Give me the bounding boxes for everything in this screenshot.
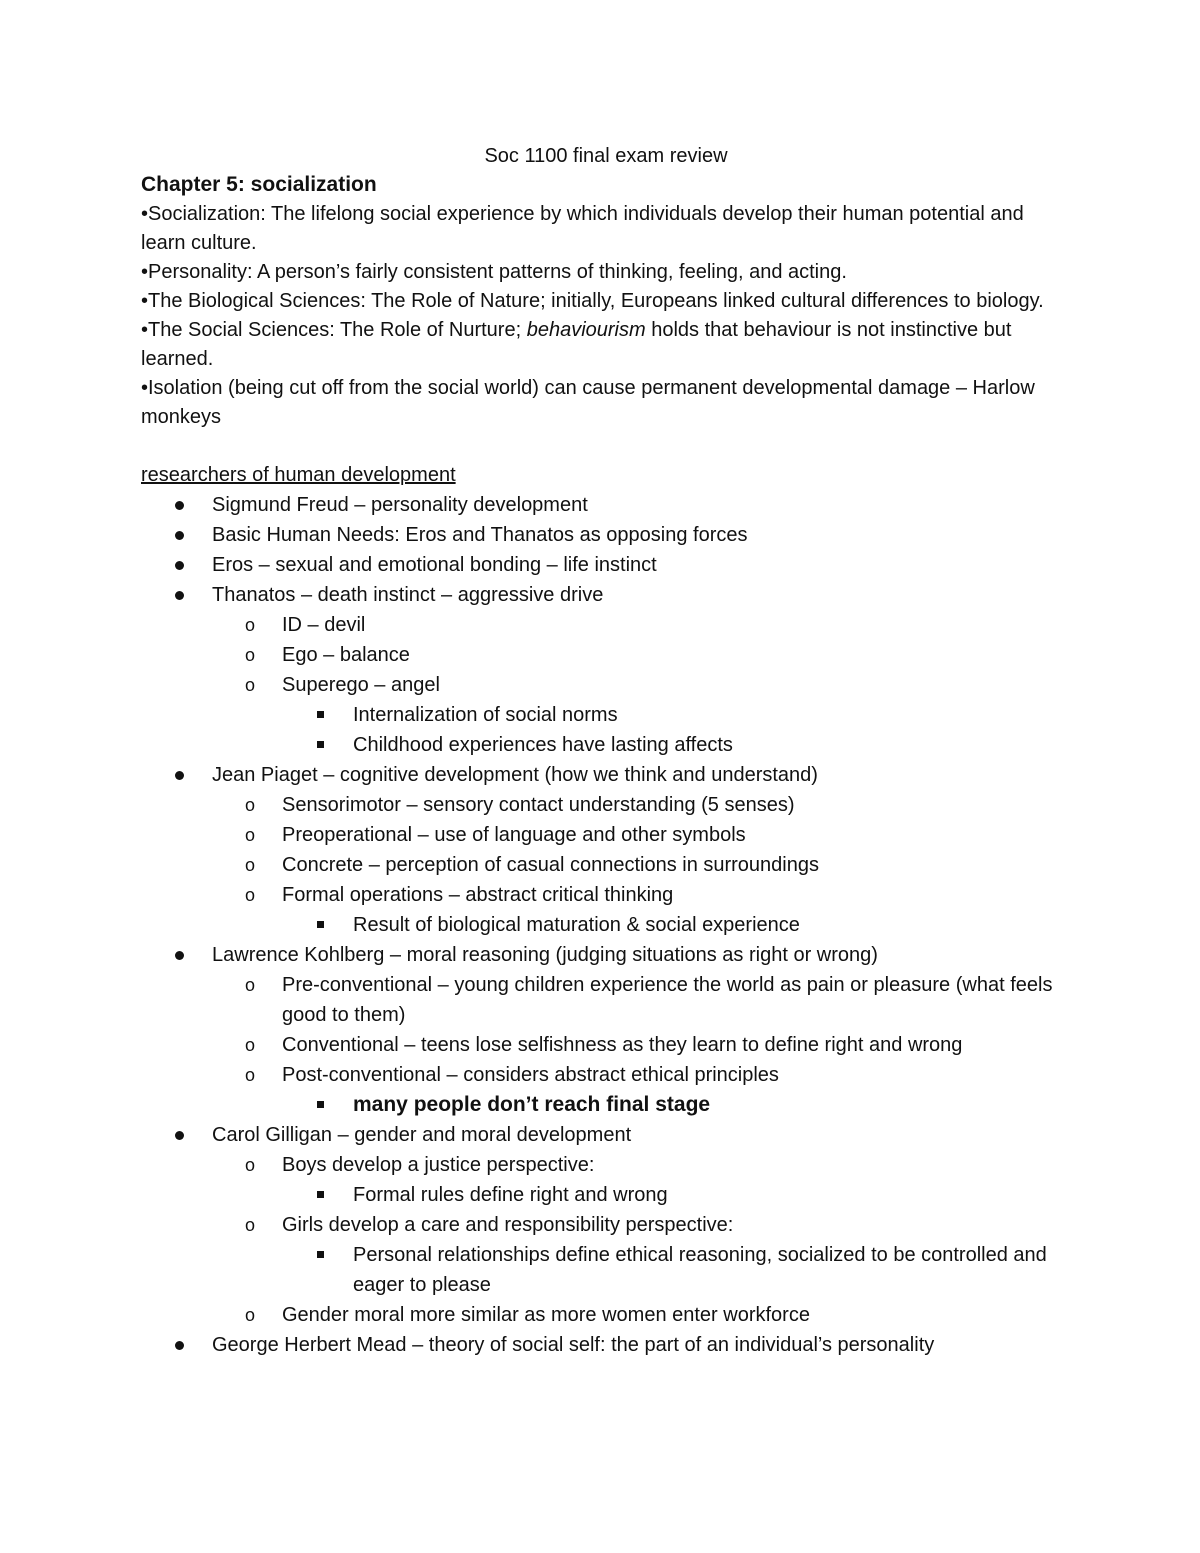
bullet-square-icon bbox=[317, 741, 324, 748]
bullet-disc-icon bbox=[175, 591, 184, 600]
outline-item bbox=[141, 640, 1071, 670]
outline-item bbox=[141, 1060, 1071, 1090]
outline-item bbox=[141, 730, 1071, 760]
outline-item-text: Sigmund Freud – personality development bbox=[212, 494, 588, 516]
outline-item-text: Childhood experiences have lasting affects bbox=[353, 734, 733, 756]
bullet-square-icon bbox=[317, 1251, 324, 1258]
outline-item bbox=[141, 1120, 1071, 1150]
bullet-disc-icon bbox=[175, 501, 184, 510]
outline-item bbox=[141, 670, 1071, 700]
bullet-circle-icon: o bbox=[245, 615, 256, 635]
bullet-square-icon bbox=[317, 1191, 324, 1198]
outline-item bbox=[141, 940, 1071, 970]
outline-item-text: Post-conventional – considers abstract ethical principles bbox=[282, 1064, 779, 1086]
bullet-circle-icon: o bbox=[245, 975, 256, 995]
outline-item bbox=[141, 550, 1071, 580]
bullet-disc-icon bbox=[175, 1131, 184, 1140]
outline-item bbox=[141, 700, 1071, 730]
outline-item bbox=[141, 880, 1071, 910]
outline-item-text: Formal rules define right and wrong bbox=[353, 1184, 668, 1206]
outline-item-text: ID – devil bbox=[282, 614, 366, 636]
paragraph: •Isolation (being cut off from the social world) can cause permanent developmental damage – Harlow monkeys bbox=[141, 377, 1035, 428]
document-body bbox=[141, 143, 1071, 1360]
bullet-square-icon bbox=[317, 711, 324, 718]
bullet-disc-icon bbox=[175, 561, 184, 570]
outline-item bbox=[141, 970, 1071, 1030]
italic-term: behaviourism bbox=[526, 319, 646, 341]
outline-item bbox=[141, 1180, 1071, 1210]
document-title: Soc 1100 final exam review bbox=[484, 145, 728, 167]
outline-item bbox=[141, 1150, 1071, 1180]
bullet-disc-icon bbox=[175, 771, 184, 780]
bullet-circle-icon: o bbox=[245, 885, 256, 905]
bullet-circle-icon: o bbox=[245, 645, 256, 665]
outline-item-text: Personal relationships define ethical reasoning, socialized to be controlled and eager to please bbox=[353, 1244, 1047, 1296]
bullet-circle-icon: o bbox=[245, 1305, 256, 1325]
outline-item bbox=[141, 520, 1071, 550]
outline-item-text: Result of biological maturation & social experience bbox=[353, 914, 800, 936]
outline-item bbox=[141, 1210, 1071, 1240]
outline-item-text: George Herbert Mead – theory of social self: the part of an individual’s personality bbox=[212, 1334, 935, 1356]
outline-item bbox=[141, 1240, 1071, 1300]
outline-item bbox=[141, 820, 1071, 850]
paragraph: •The Social Sciences: The Role of Nurture; behaviourism holds that behaviour is not instinctive but learned. bbox=[141, 319, 1012, 370]
bullet-circle-icon: o bbox=[245, 825, 256, 845]
outline-item-text: Preoperational – use of language and other symbols bbox=[282, 824, 746, 846]
bullet-circle-icon: o bbox=[245, 795, 256, 815]
outline-item bbox=[141, 490, 1071, 520]
outline-item-text: Ego – balance bbox=[282, 644, 410, 666]
outline-list bbox=[141, 490, 1071, 1360]
paragraph: •Personality: A person’s fairly consistent patterns of thinking, feeling, and acting. bbox=[141, 261, 847, 283]
outline-item-text: Formal operations – abstract critical thinking bbox=[282, 884, 674, 906]
outline-item-text: Carol Gilligan – gender and moral development bbox=[212, 1124, 632, 1146]
bullet-circle-icon: o bbox=[245, 1035, 256, 1055]
outline-item-text: Conventional – teens lose selfishness as they learn to define right and wrong bbox=[282, 1034, 963, 1056]
outline-item-text: Sensorimotor – sensory contact understanding (5 senses) bbox=[282, 794, 795, 816]
outline-item-text: Lawrence Kohlberg – moral reasoning (judging situations as right or wrong) bbox=[212, 944, 878, 966]
outline-item bbox=[141, 1090, 1071, 1120]
outline-item bbox=[141, 610, 1071, 640]
outline-item-text: Eros – sexual and emotional bonding – life instinct bbox=[212, 554, 657, 576]
bullet-square-icon bbox=[317, 1101, 324, 1108]
outline-item bbox=[141, 1030, 1071, 1060]
outline-item-text: Girls develop a care and responsibility perspective: bbox=[282, 1214, 734, 1236]
section-heading: researchers of human development bbox=[141, 464, 456, 486]
outline-item bbox=[141, 1330, 1071, 1360]
bullet-circle-icon: o bbox=[245, 1155, 256, 1175]
bullet-square-icon bbox=[317, 921, 324, 928]
outline-item-text: Jean Piaget – cognitive development (how we think and understand) bbox=[212, 764, 818, 786]
outline-item-text: Gender moral more similar as more women enter workforce bbox=[282, 1304, 810, 1326]
outline-item-text: Superego – angel bbox=[282, 674, 440, 696]
outline-item bbox=[141, 760, 1071, 790]
outline-item bbox=[141, 790, 1071, 820]
outline-item bbox=[141, 850, 1071, 880]
bullet-circle-icon: o bbox=[245, 1215, 256, 1235]
outline-item-text: Boys develop a justice perspective: bbox=[282, 1154, 595, 1176]
outline-item-text: Concrete – perception of casual connections in surroundings bbox=[282, 854, 819, 876]
bullet-disc-icon bbox=[175, 951, 184, 960]
outline-item-text: Pre-conventional – young children experience the world as pain or pleasure (what feels good to them) bbox=[282, 974, 1053, 1026]
outline-item-text: Basic Human Needs: Eros and Thanatos as opposing forces bbox=[212, 524, 748, 546]
bullet-disc-icon bbox=[175, 1341, 184, 1350]
outline-item bbox=[141, 1300, 1071, 1330]
chapter-heading: Chapter 5: socialization bbox=[141, 173, 377, 196]
bullet-circle-icon: o bbox=[245, 855, 256, 875]
outline-item-text: Thanatos – death instinct – aggressive drive bbox=[212, 584, 604, 606]
bullet-circle-icon: o bbox=[245, 675, 256, 695]
outline-item bbox=[141, 580, 1071, 610]
outline-item bbox=[141, 910, 1071, 940]
bullet-circle-icon: o bbox=[245, 1065, 256, 1085]
outline-item-text: Internalization of social norms bbox=[353, 704, 618, 726]
outline-item-text: many people don’t reach final stage bbox=[353, 1093, 711, 1116]
paragraph: •Socialization: The lifelong social experience by which individuals develop their human potential and learn culture. bbox=[141, 203, 1024, 254]
paragraph: •The Biological Sciences: The Role of Nature; initially, Europeans linked cultural differences to biology. bbox=[141, 290, 1044, 312]
bullet-disc-icon bbox=[175, 531, 184, 540]
